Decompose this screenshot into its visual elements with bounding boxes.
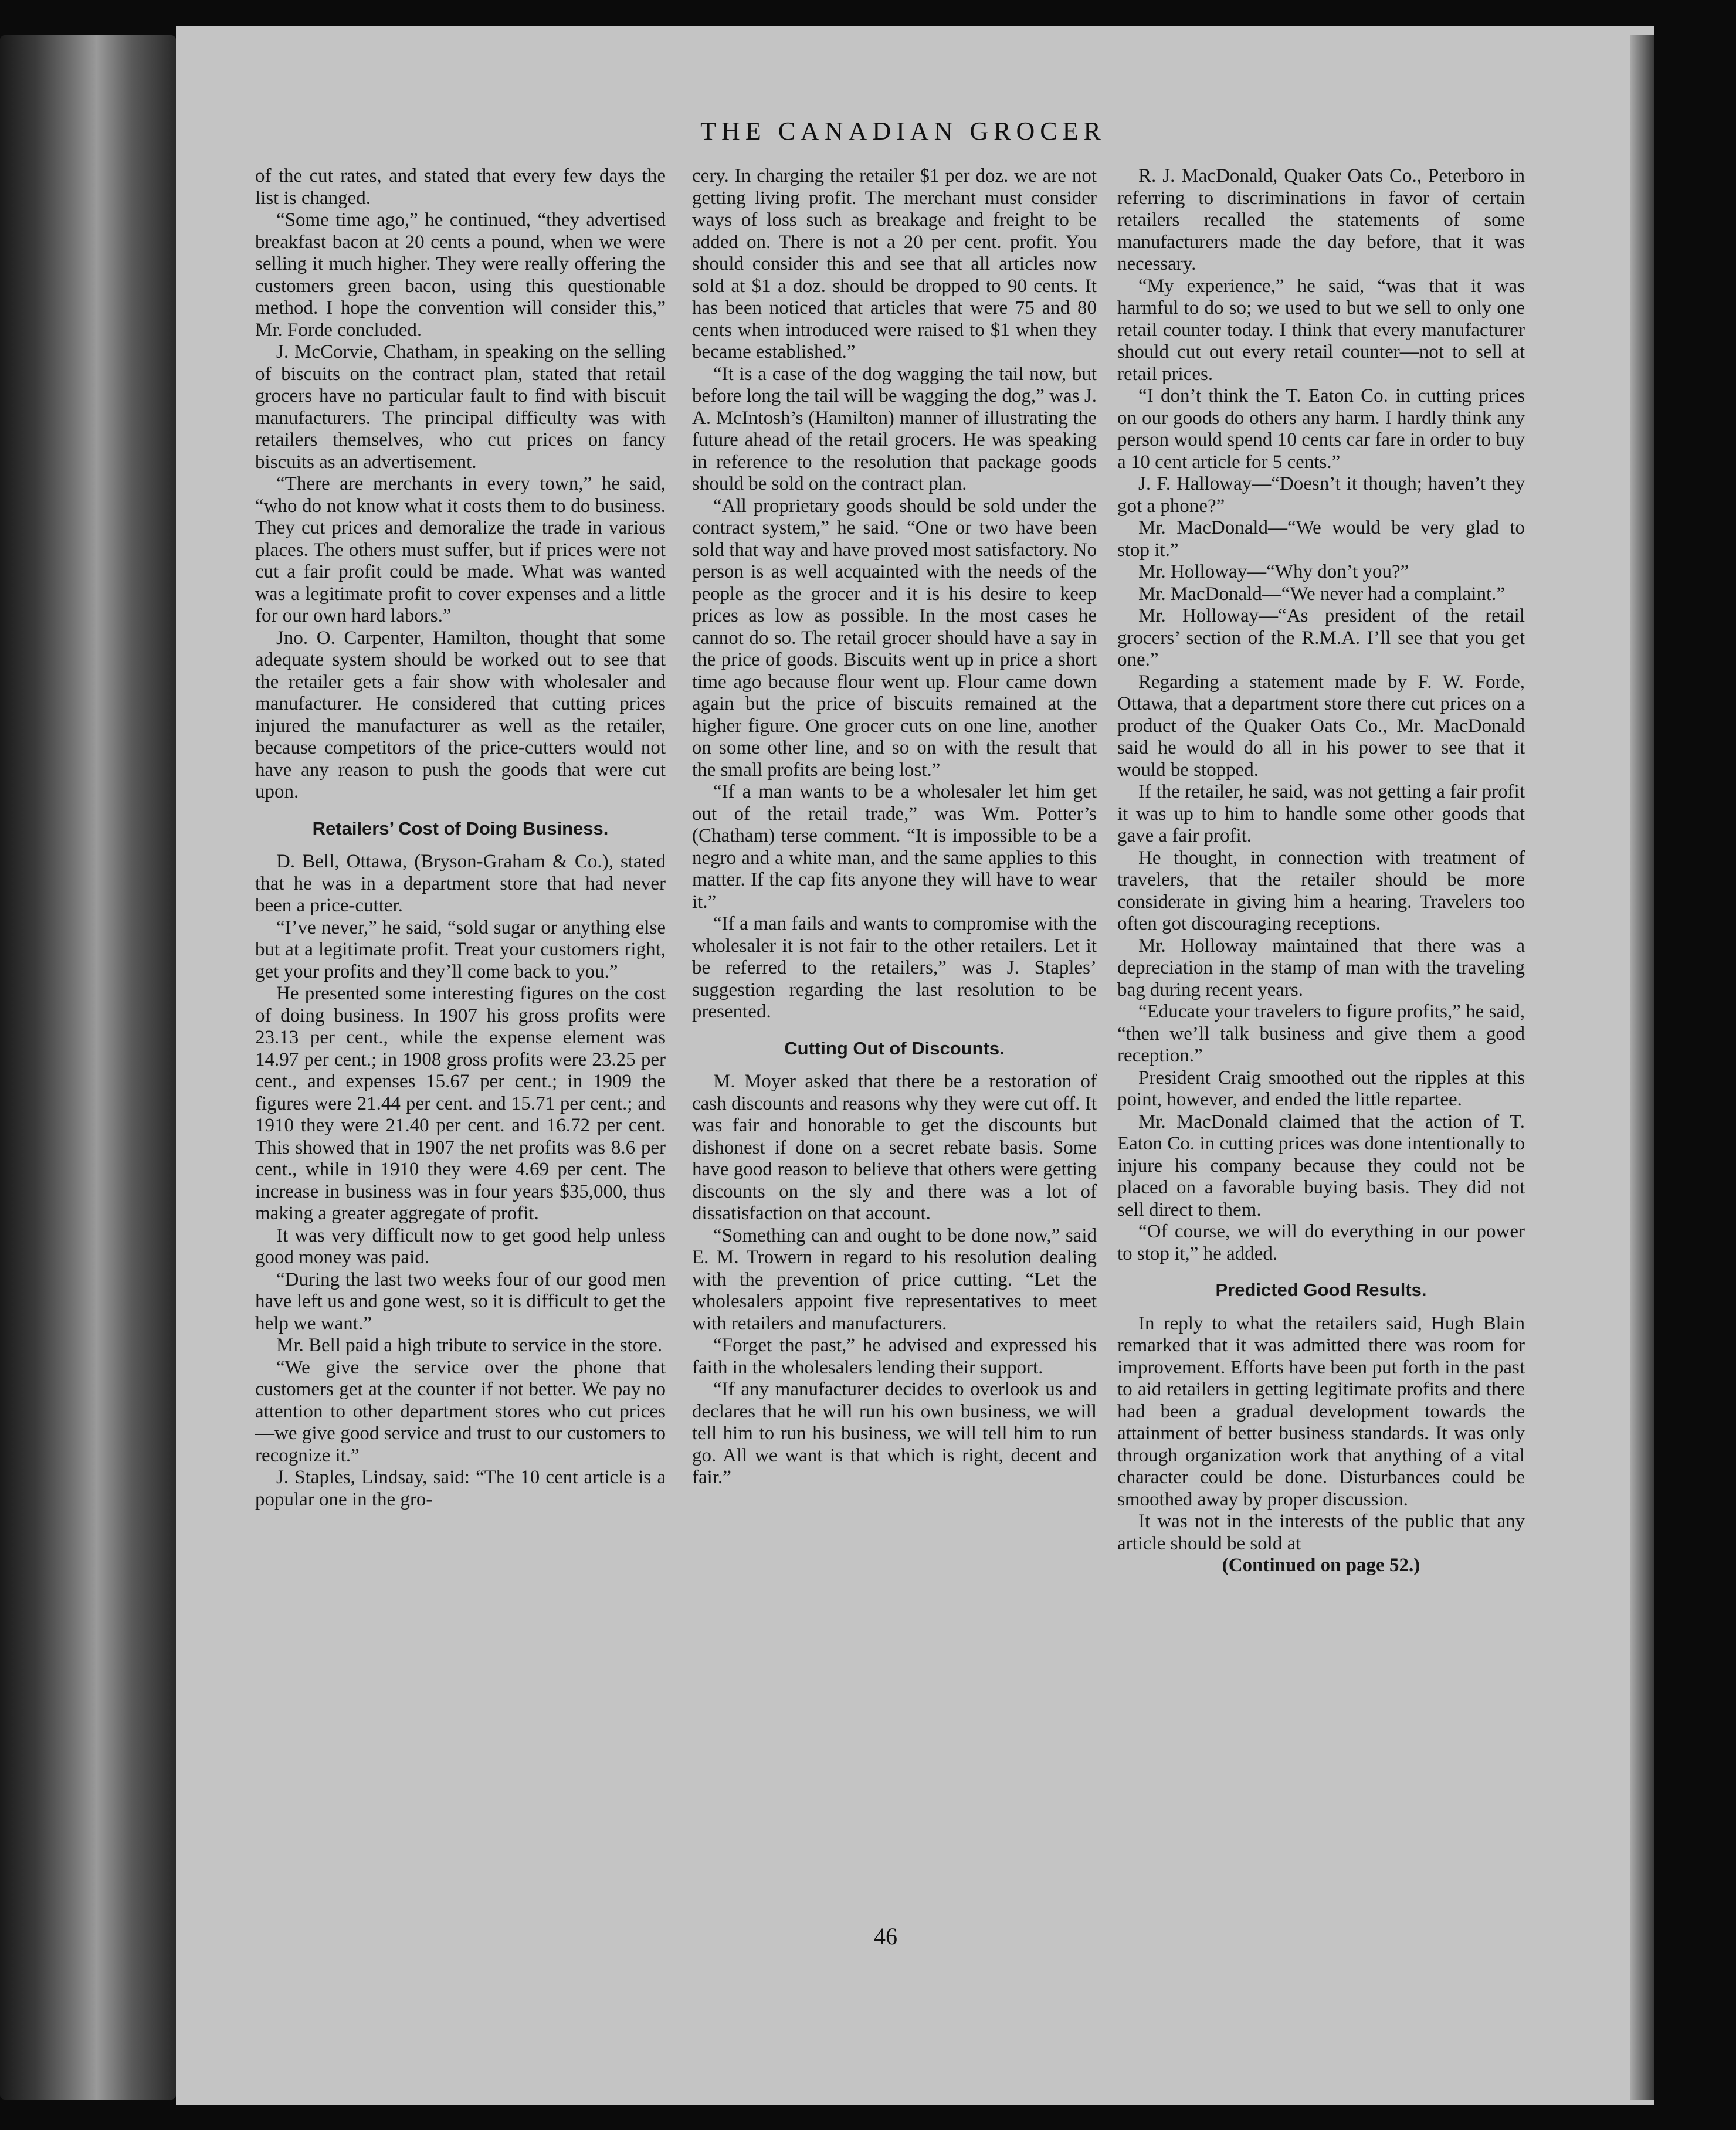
- paragraph: Mr. Holloway—“As president of the retail grocers’ section of the R.M.A. I’ll see that you get one.”: [1117, 605, 1525, 670]
- running-head: THE CANADIAN GROCER: [700, 117, 1106, 145]
- paragraph: Mr. Bell paid a high tribute to service in the store.: [276, 1335, 663, 1356]
- paragraph: “Of course, we will do everything in our power to stop it,” he added.: [1117, 1221, 1525, 1264]
- paragraph: It was not in the interests of the public that any article should be sold at: [1117, 1511, 1525, 1554]
- paragraph: Regarding a statement made by F. W. Forde, Ottawa, that a department store there cut prices on a product of the Quaker Oats Co., Mr. MacDonald said he would do all in his power to see that it would be stopped.: [1117, 671, 1525, 781]
- paragraph: President Craig smoothed out the ripples at this point, however, and ended the little repartee.: [1117, 1067, 1525, 1110]
- article-column-3: [1117, 165, 1525, 1577]
- paragraph: J. McCorvie, Chatham, in speaking on the selling of biscuits on the contract plan, stated that retail grocers have no particular fault to find with biscuit manufacturers. The principal difficulty was with retailers themselves, who cut prices on fancy biscuits as an advertisement.: [255, 341, 666, 473]
- paragraph: “I’ve never,” he said, “sold sugar or anything else but at a legitimate profit. Treat your customers right, get your profits and they’ll come back to you.”: [255, 917, 666, 982]
- paragraph: of the cut rates, and stated that every few days the list is changed.: [255, 165, 666, 209]
- paragraph: Mr. Holloway—“Why don’t you?”: [1138, 561, 1409, 582]
- paragraph: M. Moyer asked that there be a restoration of cash discounts and reasons why they were cut off. It was fair and honorable to get the discounts but dishonest if done on a secret rebate basis. Some have good reason to believe that others were getting discounts on the sly and there was a lot of dissatisfaction on that account.: [692, 1071, 1097, 1224]
- paragraph: “If any manufacturer decides to overlook us and declares that he will run his own business, we will tell him to run his business, we will tell him to run go. All we want is that which is right, decent and fair.”: [692, 1379, 1097, 1488]
- paragraph: J. F. Halloway—“Doesn’t it though; haven’t they got a phone?”: [1117, 473, 1525, 517]
- paragraph: In reply to what the retailers said, Hugh Blain remarked that it was admitted there was room for improvement. Efforts have been put forth in the past to aid retailers in getting legitimate profits and there had been a gradual development towards the attainment of better business standards. It was only through organization work that anything of a vital character could be done. Disturbances could be smoothed away by proper discussion.: [1117, 1312, 1525, 1510]
- paragraph: “I don’t think the T. Eaton Co. in cutting prices on our goods do others any harm. I hardly think any person would spend 10 cents car fare in order to buy a 10 cent article for 5 cents.”: [1117, 385, 1525, 473]
- paragraph: “We give the service over the phone that customers get at the counter if not better. We pay no attention to other department stores who cut prices—we give good service and trust to our customers to recognize it.”: [255, 1356, 666, 1466]
- paragraph: “During the last two weeks four of our good men have left us and gone west, so it is difficult to get the help we want.”: [255, 1268, 666, 1334]
- continued-note: (Continued on page 52.): [1222, 1555, 1420, 1576]
- paragraph: “Something can and ought to be done now,” said E. M. Trowern in regard to his resolution dealing with the prevention of price cutting. “Let the wholesalers appoint five representatives to meet with retailers and manufacturers.: [692, 1225, 1097, 1334]
- paragraph: Jno. O. Carpenter, Hamilton, thought that some adequate system should be worked out to see that the retailer gets a fair show with wholesaler and manufacturer. He considered that cutting prices injured the manufacturer as well as the retailer, because competitors of the price-cutters would not have any reason to push the goods that were cut upon.: [255, 627, 666, 802]
- paragraph: Mr. MacDonald—“We would be very glad to stop it.”: [1117, 517, 1525, 561]
- paragraph: “If a man wants to be a wholesaler let him get out of the retail trade,” was Wm. Potter’s (Chatham) terse comment. “It is impossible to be a negro and a white man, and the same applies to this matter. If the cap fits anyone they will have to wear it.”: [692, 781, 1097, 913]
- paragraph: J. Staples, Lindsay, said: “The 10 cent article is a popular one in the gro-: [255, 1467, 666, 1510]
- paragraph: “There are merchants in every town,” he said, “who do not know what it costs them to do business. They cut prices and demoralize the trade in various places. The others must suffer, but if prices were not cut a fair profit could be made. What was wanted was a legitimate profit to cover expenses and a little for our own hard labors.”: [255, 473, 666, 626]
- paragraph: “It is a case of the dog wagging the tail now, but before long the tail will be wagging the dog,” was J. A. McIntosh’s (Hamilton) manner of illustrating the future ahead of the retail grocers. He was speaking in reference to the resolution that package goods should be sold on the contract plan.: [692, 363, 1097, 494]
- section-heading: Cutting Out of Discounts.: [784, 1037, 1005, 1059]
- section-heading: Retailers’ Cost of Doing Business.: [312, 818, 609, 839]
- paragraph: D. Bell, Ottawa, (Bryson-Graham & Co.), stated that he was in a department store that had never been a price-cutter.: [255, 851, 666, 916]
- page-number: 46: [874, 1923, 897, 1949]
- paragraph: R. J. MacDonald, Quaker Oats Co., Peterboro in referring to discriminations in favor of certain retailers recalled the statements of some manufacturers made the day before, that it was necessary.: [1117, 165, 1525, 274]
- paragraph: cery. In charging the retailer $1 per doz. we are not getting living profit. The merchant must consider ways of loss such as breakage and freight to be added on. There is not a 20 per cent. profit. You should consider this and see that all articles now sold at $1 a doz. should be dropped to 90 cents. It has been noticed that articles that were 75 and 80 cents when introduced were raised to $1 when they became established.”: [692, 165, 1097, 362]
- section-heading: Predicted Good Results.: [1215, 1280, 1427, 1300]
- paragraph: It was very difficult now to get good help unless good money was paid.: [255, 1225, 666, 1268]
- paragraph: He presented some interesting figures on the cost of doing business. In 1907 his gross profits were 23.13 per cent., while the expense element was 14.97 per cent.; in 1908 gross profits were 23.25 per cent., and expenses 15.67 per cent.; in 1909 the figures were 21.44 per cent. and 15.71 per cent.; and 1910 they were 21.40 per cent. and 16.72 per cent. This showed that in 1907 the net profits was 8.6 per cent., while in 1910 they were 4.69 per cent. The increase in business was in four years $35,000, thus making a greater aggregate of profit.: [255, 983, 666, 1224]
- book-binding: [0, 35, 176, 2100]
- paragraph: “All proprietary goods should be sold under the contract system,” he said. “One or two have been sold that way and have proved most satisfactory. No person is as well acquainted with the needs of the people as the grocer and it is his desire to keep prices as low as possible. In the most cases he cannot do so. The retail grocer should have a say in the price of goods. Biscuits went up in price a short time ago because flour went up. Flour came down again but the price of biscuits remained at the higher figure. One grocer cuts on one line, another on some other line, and so on with the result that the small profits are being lost.”: [692, 495, 1097, 781]
- article-column-2: [692, 165, 1097, 1489]
- paragraph: Mr. MacDonald—“We never had a complaint.”: [1138, 583, 1506, 605]
- paragraph: “Educate your travelers to figure profits,” he said, “then we’ll talk business and give them a good reception.”: [1117, 1001, 1525, 1066]
- paragraph: Mr. Holloway maintained that there was a depreciation in the stamp of man with the traveling bag during recent years.: [1117, 935, 1525, 1000]
- paragraph: “My experience,” he said, “was that it was harmful to do so; we used to but we sell to only one retail counter today. I think that every manufacturer should cut out every retail counter—not to sell at retail prices.: [1117, 275, 1525, 385]
- paragraph: “If a man fails and wants to compromise with the wholesaler it is not fair to the other retailers. Let it be referred to the retailers,” was J. Staples’ suggestion regarding the last resolution to be presented.: [692, 913, 1097, 1022]
- page-edge: [1630, 35, 1654, 2100]
- paragraph: “Some time ago,” he continued, “they advertised breakfast bacon at 20 cents a pound, when we were selling it much higher. They were really offering the customers green bacon, using this questionable method. I hope the convention will consider this,” Mr. Forde concluded.: [255, 209, 666, 341]
- paragraph: “Forget the past,” he advised and expressed his faith in the wholesalers lending their support.: [692, 1335, 1097, 1378]
- paragraph: If the retailer, he said, was not getting a fair profit it was up to him to handle some other goods that gave a fair profit.: [1117, 781, 1525, 846]
- paragraph: He thought, in connection with treatment of travelers, that the retailer should be more considerate in giving him a hearing. Travelers too often got discouraging receptions.: [1117, 847, 1525, 934]
- article-column-1: [255, 165, 666, 1511]
- paragraph: Mr. MacDonald claimed that the action of T. Eaton Co. in cutting prices was done intentionally to injure his company because they could not be placed on a favorable buying basis. They did not sell direct to them.: [1117, 1111, 1525, 1220]
